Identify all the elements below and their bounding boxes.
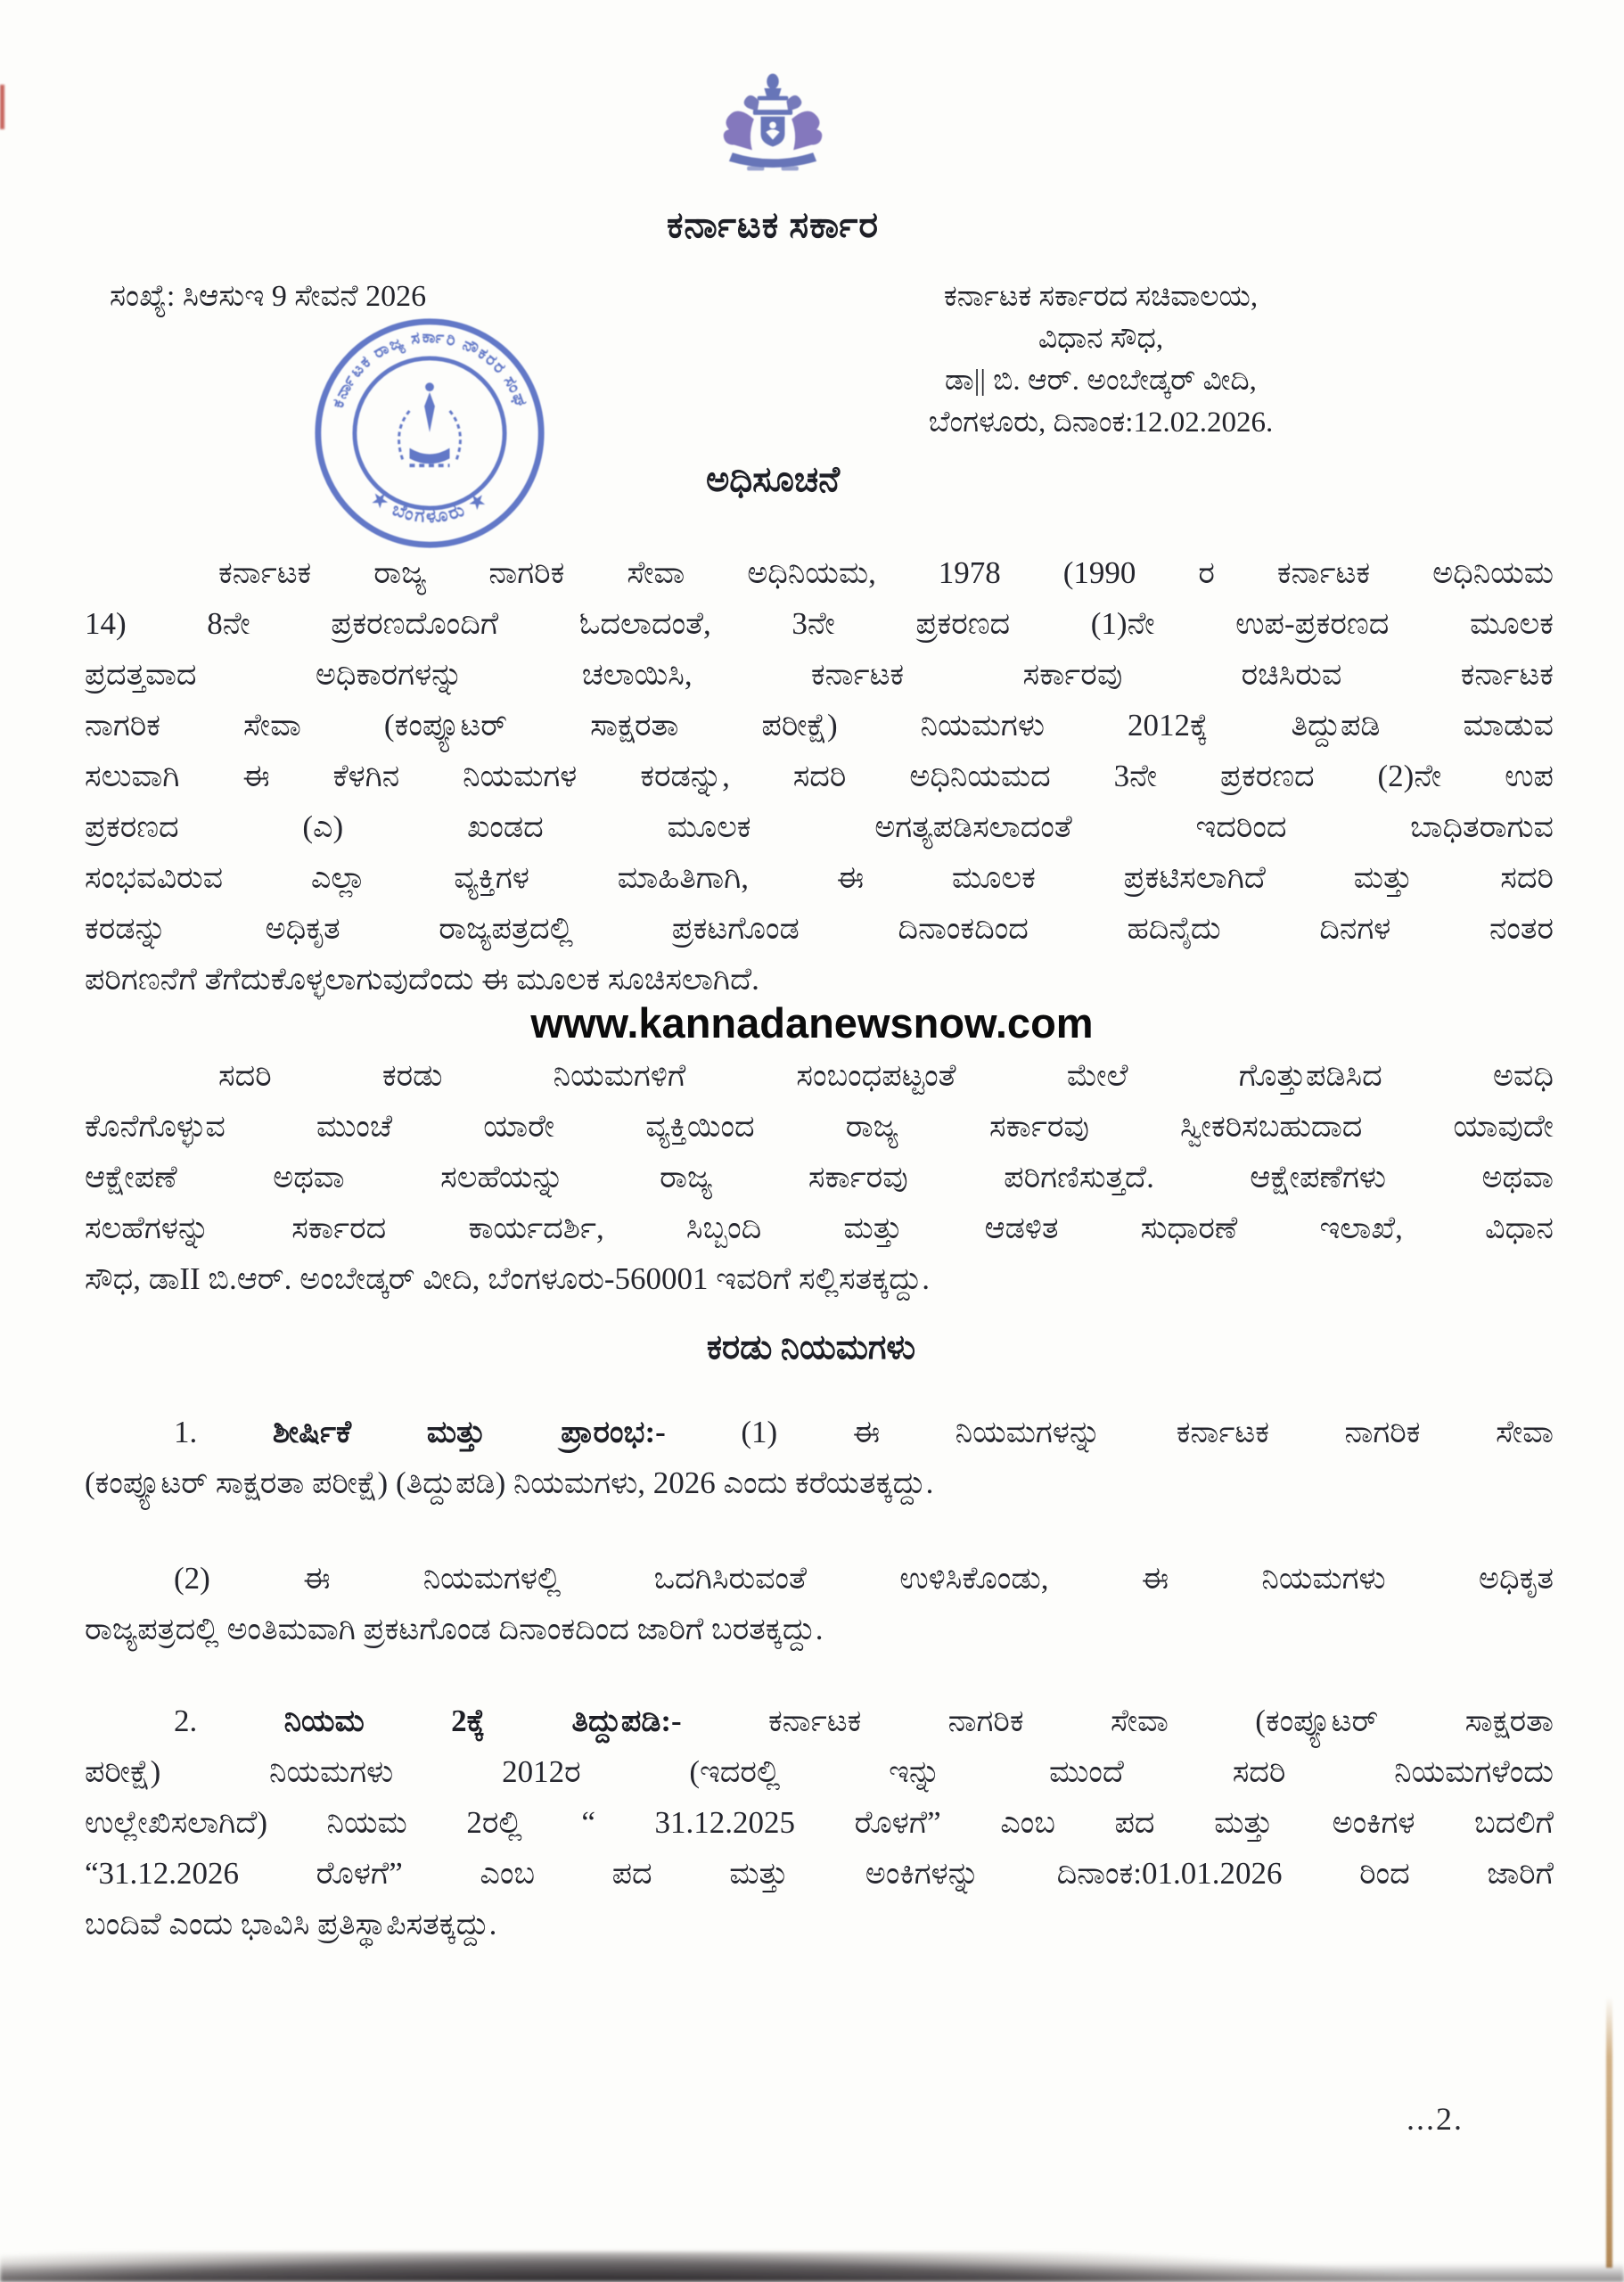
scan-red-mark: [0, 85, 4, 129]
text-line: ಪ್ರದತ್ತವಾದ ಅಧಿಕಾರಗಳನ್ನು ಚಲಾಯಿಸಿ, ಕರ್ನಾಟಕ ಸರ್ಕಾರವು ರಚಿಸಿರುವ ಕರ್ನಾಟಕ: [85, 657, 1554, 692]
draft-rules-heading: ಕರಡು ನಿಯಮಗಳು: [706, 1329, 916, 1367]
text-line: ರಾಜ್ಯಪತ್ರದಲ್ಲಿ ಅಂತಿಮವಾಗಿ ಪ್ರಕಟಗೊಂಡ ದಿನಾಂಕದಿಂದ ಜಾರಿಗೆ ಬರತಕ್ಕದ್ದು.: [85, 1612, 824, 1646]
seal-arc-top-text: ಕರ್ನಾಟಕ ರಾಜ್ಯ ಸರ್ಕಾರಿ ನೌಕರರ ಸಂಘ: [328, 327, 531, 411]
rule-number: 1.: [174, 1415, 198, 1449]
notification-heading: ಅಧಿಸೂಚನೆ: [705, 459, 841, 499]
seal-arc-bottom-text: ★ ಬೆಂಗಳೂರು ★: [367, 488, 492, 528]
text-line: ಪರೀಕ್ಷೆ) ನಿಯಮಗಳು 2012ರ (ಇದರಲ್ಲಿ ಇನ್ನು ಮುಂದೆ ಸದರಿ ನಿಯಮಗಳೆಂದು: [85, 1754, 1554, 1789]
text-line: 14) 8ನೇ ಪ್ರಕರಣದೊಂದಿಗೆ ಓದಲಾದಂತೆ, 3ನೇ ಪ್ರಕರಣದ (1)ನೇ ಉಪ-ಪ್ರಕರಣದ ಮೂಲಕ: [85, 606, 1554, 641]
paragraph-objections: [85, 1050, 1554, 1304]
text-line: ಬಂದಿವೆ ಎಂದು ಭಾವಿಸಿ ಪ್ರತಿಸ್ಥಾಪಿಸತಕ್ಕದ್ದು.: [85, 1907, 497, 1941]
text-line: ಪ್ರಕರಣದ (ಎ) ಖಂಡದ ಮೂಲಕ ಅಗತ್ಯಪಡಿಸಲಾದಂತೆ ಇದರಿಂದ ಬಾಧಿತರಾಗುವ: [85, 809, 1554, 844]
paragraph-preamble: [85, 547, 1554, 1005]
text-line: ಆಕ್ಷೇಪಣೆ ಅಥವಾ ಸಲಹೆಯನ್ನು ರಾಜ್ಯ ಸರ್ಕಾರವು ಪರಿಗಣಿಸುತ್ತದೆ. ಆಕ್ಷೇಪಣೆಗಳು ಅಥವಾ: [85, 1160, 1554, 1194]
text-line: ಪರಿಗಣನೆಗೆ ತೆಗೆದುಕೊಳ್ಳಲಾಗುವುದೆಂದು ಈ ಮೂಲಕ ಸೂಚಿಸಲಾಗಿದೆ.: [85, 962, 759, 997]
office-seal-stamp: [312, 316, 547, 551]
text-line: ಸಂಭವವಿರುವ ಎಲ್ಲಾ ವ್ಯಕ್ತಿಗಳ ಮಾಹಿತಿಗಾಗಿ, ಈ ಮೂಲಕ ಪ್ರಕಟಿಸಲಾಗಿದೆ ಮತ್ತು ಸದರಿ: [85, 860, 1554, 895]
scan-edge-line: [1606, 1997, 1612, 2268]
text-line: ಸಲುವಾಗಿ ಈ ಕೆಳಗಿನ ನಿಯಮಗಳ ಕರಡನ್ನು, ಸದರಿ ಅಧಿನಿಯಮದ 3ನೇ ಪ್ರಕರಣದ (2)ನೇ ಉಪ: [85, 759, 1554, 793]
text-line: ಕರ್ನಾಟಕ ರಾಜ್ಯ ನಾಗರಿಕ ಸೇವಾ ಅಧಿನಿಯಮ, 1978 (1990 ರ ಕರ್ನಾಟಕ ಅಧಿನಿಯಮ: [218, 555, 1554, 590]
text-line: ಕೊನೆಗೊಳ್ಳುವ ಮುಂಚೆ ಯಾರೇ ವ್ಯಕ್ತಿಯಿಂದ ರಾಜ್ಯ ಸರ್ಕಾರವು ಸ್ವೀಕರಿಸಬಹುದಾದ ಯಾವುದೇ: [85, 1109, 1554, 1144]
rule-text: (1) ಈ ನಿಯಮಗಳನ್ನು ಕರ್ನಾಟಕ ನಾಗರಿಕ ಸೇವಾ: [741, 1415, 1554, 1449]
karnataka-state-emblem-icon: [704, 68, 841, 201]
text-line: ಸದರಿ ಕರಡು ನಿಯಮಗಳಿಗೆ ಸಂಬಂಧಪಟ್ಟಂತೆ ಮೇಲೆ ಗೊತ್ತುಪಡಿಸಿದ ಅವಧಿ: [218, 1058, 1554, 1093]
reference-number: ಸಂಖ್ಯೆ: ಸಿಆಸುಇ 9 ಸೇವನೆ 2026: [110, 280, 427, 313]
address-block: [900, 276, 1301, 444]
address-line: ಬೆಂಗಳೂರು, ದಿನಾಂಕ:12.02.2026.: [928, 406, 1274, 439]
seal-inner-motif: [399, 382, 461, 465]
text-line: [85, 1407, 1554, 1457]
text-line: ಸೌಧ, ಡಾII ಬಿ.ಆರ್. ಅಂಬೇಡ್ಕರ್ ವೀದಿ, ಬೆಂಗಳೂರು-560001 ಇವರಿಗೆ ಸಲ್ಲಿಸತಕ್ಕದ್ದು.: [85, 1261, 930, 1296]
page-title: ಕರ್ನಾಟಕ ಸರ್ಕಾರ: [666, 204, 880, 245]
text-line: ಸಲಹೆಗಳನ್ನು ಸರ್ಕಾರದ ಕಾರ್ಯದರ್ಶಿ, ಸಿಬ್ಬಂದಿ ಮತ್ತು ಆಡಳಿತ ಸುಧಾರಣೆ ಇಲಾಖೆ, ವಿಧಾನ: [85, 1211, 1554, 1245]
text-line: (ಕಂಪ್ಯೂಟರ್ ಸಾಕ್ಷರತಾ ಪರೀಕ್ಷೆ) (ತಿದ್ದುಪಡಿ) ನಿಯಮಗಳು, 2026 ಎಂದು ಕರೆಯತಕ್ಕದ್ದು.: [85, 1465, 934, 1500]
address-line: ಡಾ|| ಬಿ. ಆರ್. ಅಂಬೇಡ್ಕರ್ ವೀದಿ,: [945, 365, 1257, 397]
rule-title-bold: ಶೀರ್ಷಿಕೆ ಮತ್ತು ಪ್ರಾರಂಭ:-: [272, 1415, 666, 1449]
page-continuation-marker: ...2.: [1407, 2101, 1464, 2137]
rule-number: 2.: [174, 1703, 198, 1738]
scan-bottom-shadow: [0, 2252, 1624, 2282]
text-line: (2) ಈ ನಿಯಮಗಳಲ್ಲಿ ಒದಗಿಸಿರುವಂತೆ ಉಳಿಸಿಕೊಂಡು, ಈ ನಿಯಮಗಳು ಅಧಿಕೃತ: [174, 1561, 1554, 1596]
rule-2: [85, 1695, 1554, 1950]
text-line: [85, 1695, 1554, 1746]
rule-text: ಕರ್ನಾಟಕ ನಾಗರಿಕ ಸೇವಾ (ಕಂಪ್ಯೂಟರ್ ಸಾಕ್ಷರತಾ: [768, 1703, 1554, 1738]
rule-title-bold: ನಿಯಮ 2ಕ್ಕೆ ತಿದ್ದುಪಡಿ:-: [283, 1703, 682, 1738]
text-line: ಉಲ್ಲೇಖಿಸಲಾಗಿದೆ) ನಿಯಮ 2ರಲ್ಲಿ “ 31.12.2025 ರೊಳಗೆ” ಎಂಬ ಪದ ಮತ್ತು ಅಂಕಿಗಳ ಬದಲಿಗೆ: [85, 1805, 1554, 1840]
rule-1: [85, 1407, 1554, 1508]
rule-1-sub-2: [85, 1553, 1554, 1654]
address-line: ವಿಧಾನ ಸೌಧ,: [1038, 323, 1164, 355]
text-line: ಕರಡನ್ನು ಅಧಿಕೃತ ರಾಜ್ಯಪತ್ರದಲ್ಲಿ ಪ್ರಕಟಗೊಂಡ ದಿನಾಂಕದಿಂದ ಹದಿನೈದು ದಿನಗಳ ನಂತರ: [85, 911, 1554, 946]
text-line: ನಾಗರಿಕ ಸೇವಾ (ಕಂಪ್ಯೂಟರ್ ಸಾಕ್ಷರತಾ ಪರೀಕ್ಷೆ) ನಿಯಮಗಳು 2012ಕ್ಕೆ ತಿದ್ದುಪಡಿ ಮಾಡುವ: [85, 708, 1554, 743]
watermark-text: www.kannadanewsnow.com: [530, 999, 1094, 1047]
address-line: ಕರ್ನಾಟಕ ಸರ್ಕಾರದ ಸಚಿವಾಲಯ,: [943, 281, 1259, 313]
text-line: “31.12.2026 ರೊಳಗೆ” ಎಂಬ ಪದ ಮತ್ತು ಅಂಕಿಗಳನ್ನು ದಿನಾಂಕ:01.01.2026 ರಿಂದ ಜಾರಿಗೆ: [85, 1856, 1554, 1891]
